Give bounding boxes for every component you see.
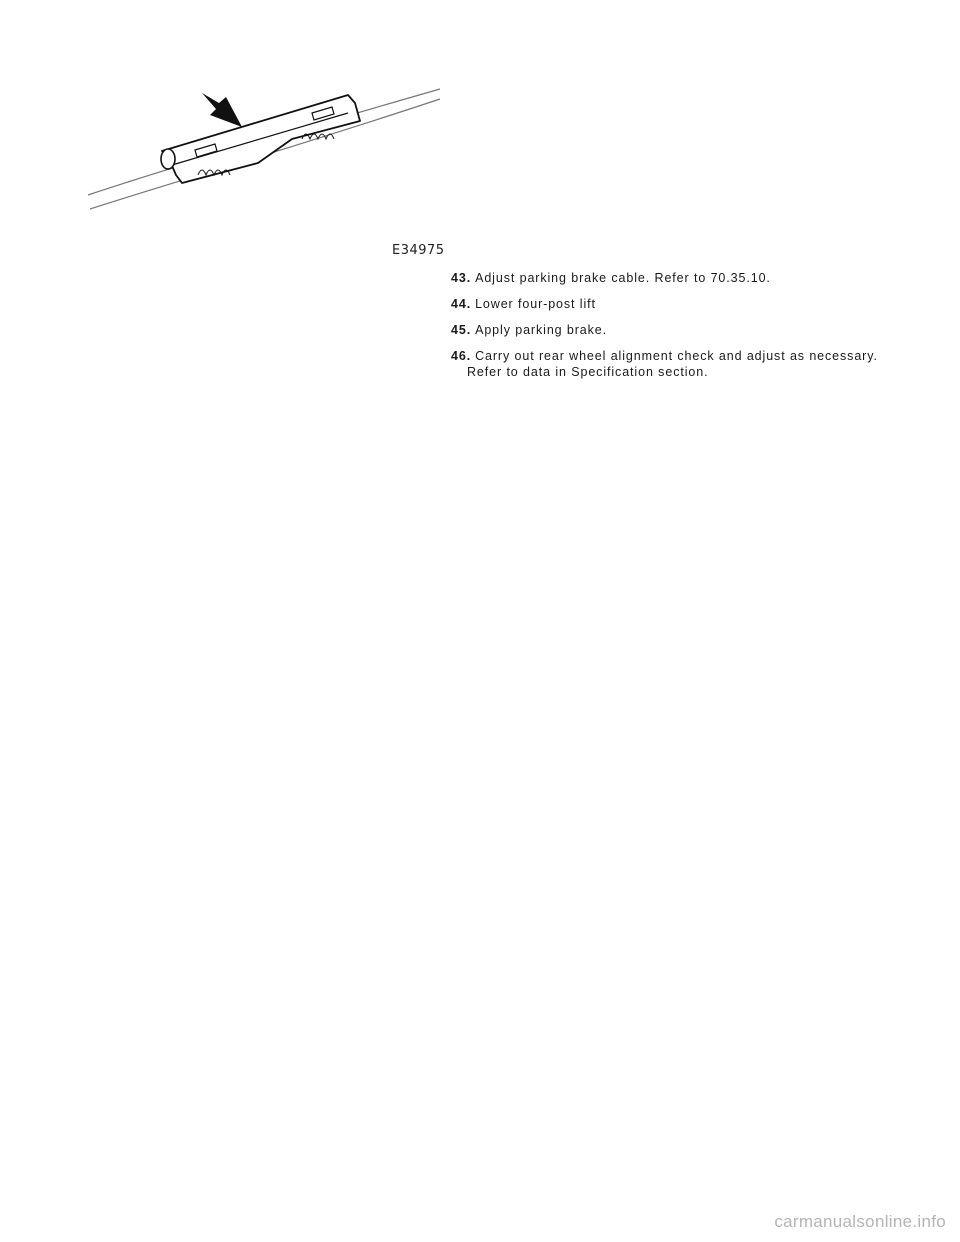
procedure-steps [451,270,891,390]
step-text: Apply parking brake. [475,323,608,337]
step-text: Adjust parking brake cable. Refer to 70.35.10. [475,271,771,285]
step-number: 46. [451,349,472,363]
procedure-step [451,296,891,312]
clip-coil [302,134,334,139]
procedure-step [451,322,891,338]
step-number: 45. [451,323,472,337]
cable-clip-illustration [80,75,450,265]
step-number: 43. [451,271,472,285]
procedure-step [451,348,891,380]
step-number: 44. [451,297,472,311]
illustration-svg [80,75,450,265]
watermark: carmanualsonline.info [774,1212,946,1231]
pointer-arrow [202,93,242,127]
step-text: Carry out rear wheel alignment check and adjust as necessary. Refer to data in Specification section. [467,349,878,379]
step-text: Lower four-post lift [475,297,596,311]
procedure-step [451,270,891,286]
clip-end [161,149,175,169]
figure-code: E34975 [392,243,445,258]
